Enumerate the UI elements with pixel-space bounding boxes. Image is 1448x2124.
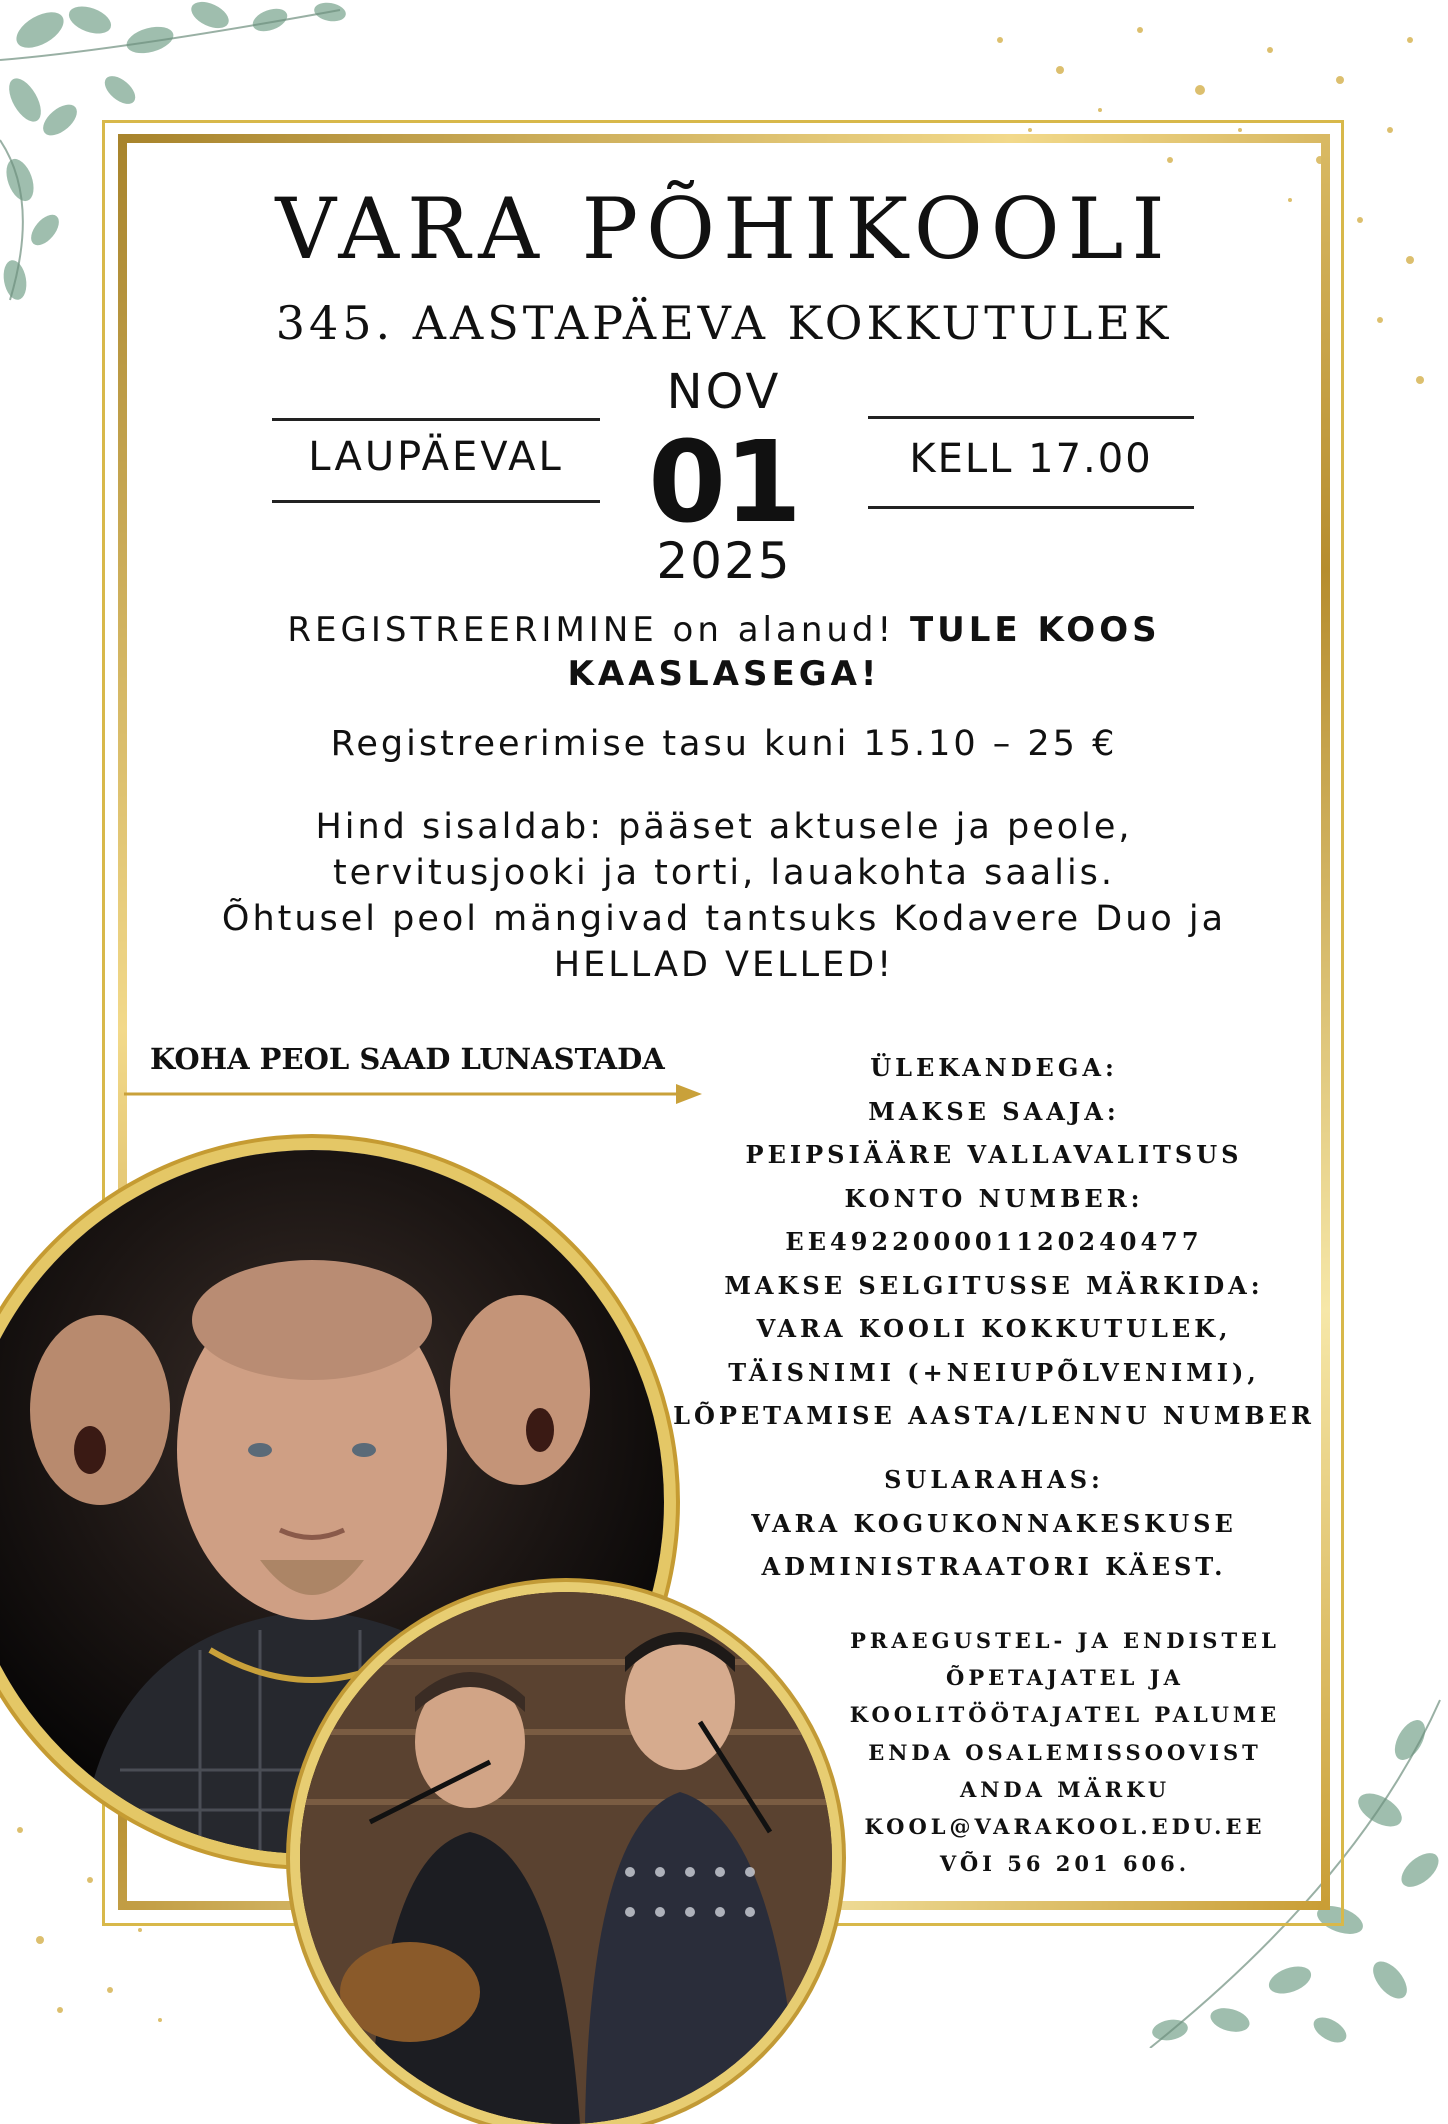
event-year: 2025 xyxy=(656,532,792,590)
cash-payment-info xyxy=(700,1458,1288,1589)
contact-email: KOOL@VARAKOOL.EDU.EE xyxy=(864,1814,1266,1840)
duo-photo xyxy=(300,1592,832,2124)
transfer-line: KONTO NUMBER: xyxy=(844,1183,1144,1213)
duo-photo-illustration xyxy=(300,1592,832,2124)
weekday-rule-top xyxy=(272,418,600,421)
cash-line: ADMINISTRAATORI KÄEST. xyxy=(761,1552,1227,1581)
event-day: 01 xyxy=(648,418,800,548)
bank-transfer-info xyxy=(650,1046,1338,1438)
includes-line: Hind sisaldab: pääset aktusele ja peole, xyxy=(315,807,1133,847)
transfer-line: LÕPETAMISE AASTA/LENNU NUMBER xyxy=(673,1401,1315,1430)
staff-notice xyxy=(830,1622,1300,1882)
event-weekday: LAUPÄEVAL xyxy=(308,434,564,480)
event-month: NOV xyxy=(666,364,782,420)
staff-line: KOOLITÖÖTAJATEL PALUME xyxy=(849,1702,1281,1728)
transfer-line: TÄISNIMI (+NEIUPÕLVENIMI), xyxy=(728,1357,1260,1387)
includes-line: tervitusjooki ja torti, lauakohta saalis. xyxy=(332,853,1116,893)
transfer-line: MAKSE SELGITUSSE MÄRKIDA: xyxy=(724,1270,1264,1300)
contact-phone: VÕI 56 201 606. xyxy=(939,1851,1191,1877)
time-rule-bottom xyxy=(868,506,1194,509)
transfer-line: MAKSE SAAJA: xyxy=(868,1096,1120,1126)
registration-headline xyxy=(180,608,1268,696)
staff-line: ÕPETAJATEL JA xyxy=(946,1665,1184,1691)
includes-line: Õhtusel peol mängivad tantsuks Kodavere Duo ja xyxy=(221,899,1227,939)
event-title: VARA PÕHIKOOLI xyxy=(275,180,1173,278)
price-includes xyxy=(150,804,1298,988)
arrow-right-icon xyxy=(124,1082,704,1106)
includes-line: HELLAD VELLED! xyxy=(553,945,895,985)
time-rule-top xyxy=(868,416,1194,419)
cash-line: VARA KOGUKONNAKESKUSE xyxy=(751,1508,1237,1538)
event-time: KELL 17.00 xyxy=(909,436,1153,482)
staff-line: ENDA OSALEMISSOOVIST xyxy=(868,1739,1262,1765)
buy-ticket-label: KOHA PEOL SAAD LUNASTADA xyxy=(150,1042,665,1076)
registration-fee: Registreerimise tasu kuni 15.10 – 25 € xyxy=(330,724,1118,764)
transfer-line: PEIPSIÄÄRE VALLAVALITSUS xyxy=(745,1140,1243,1169)
registration-highlight: TULE KOOS KAASLASEGA! xyxy=(567,610,1161,694)
weekday-rule-bottom xyxy=(272,500,600,503)
transfer-line: VARA KOOLI KOKKUTULEK, xyxy=(756,1314,1232,1343)
account-number: EE492200001120240477 xyxy=(785,1227,1203,1256)
transfer-line: ÜLEKANDEGA: xyxy=(870,1053,1118,1082)
event-subtitle: 345. AASTAPÄEVA KOKKUTULEK xyxy=(275,296,1173,350)
registration-intro: REGISTREERIMINE on alanud! xyxy=(287,610,896,650)
staff-line: PRAEGUSTEL- JA ENDISTEL xyxy=(850,1628,1280,1653)
cash-line: SULARAHAS: xyxy=(884,1465,1104,1494)
staff-line: ANDA MÄRKU xyxy=(959,1776,1171,1802)
